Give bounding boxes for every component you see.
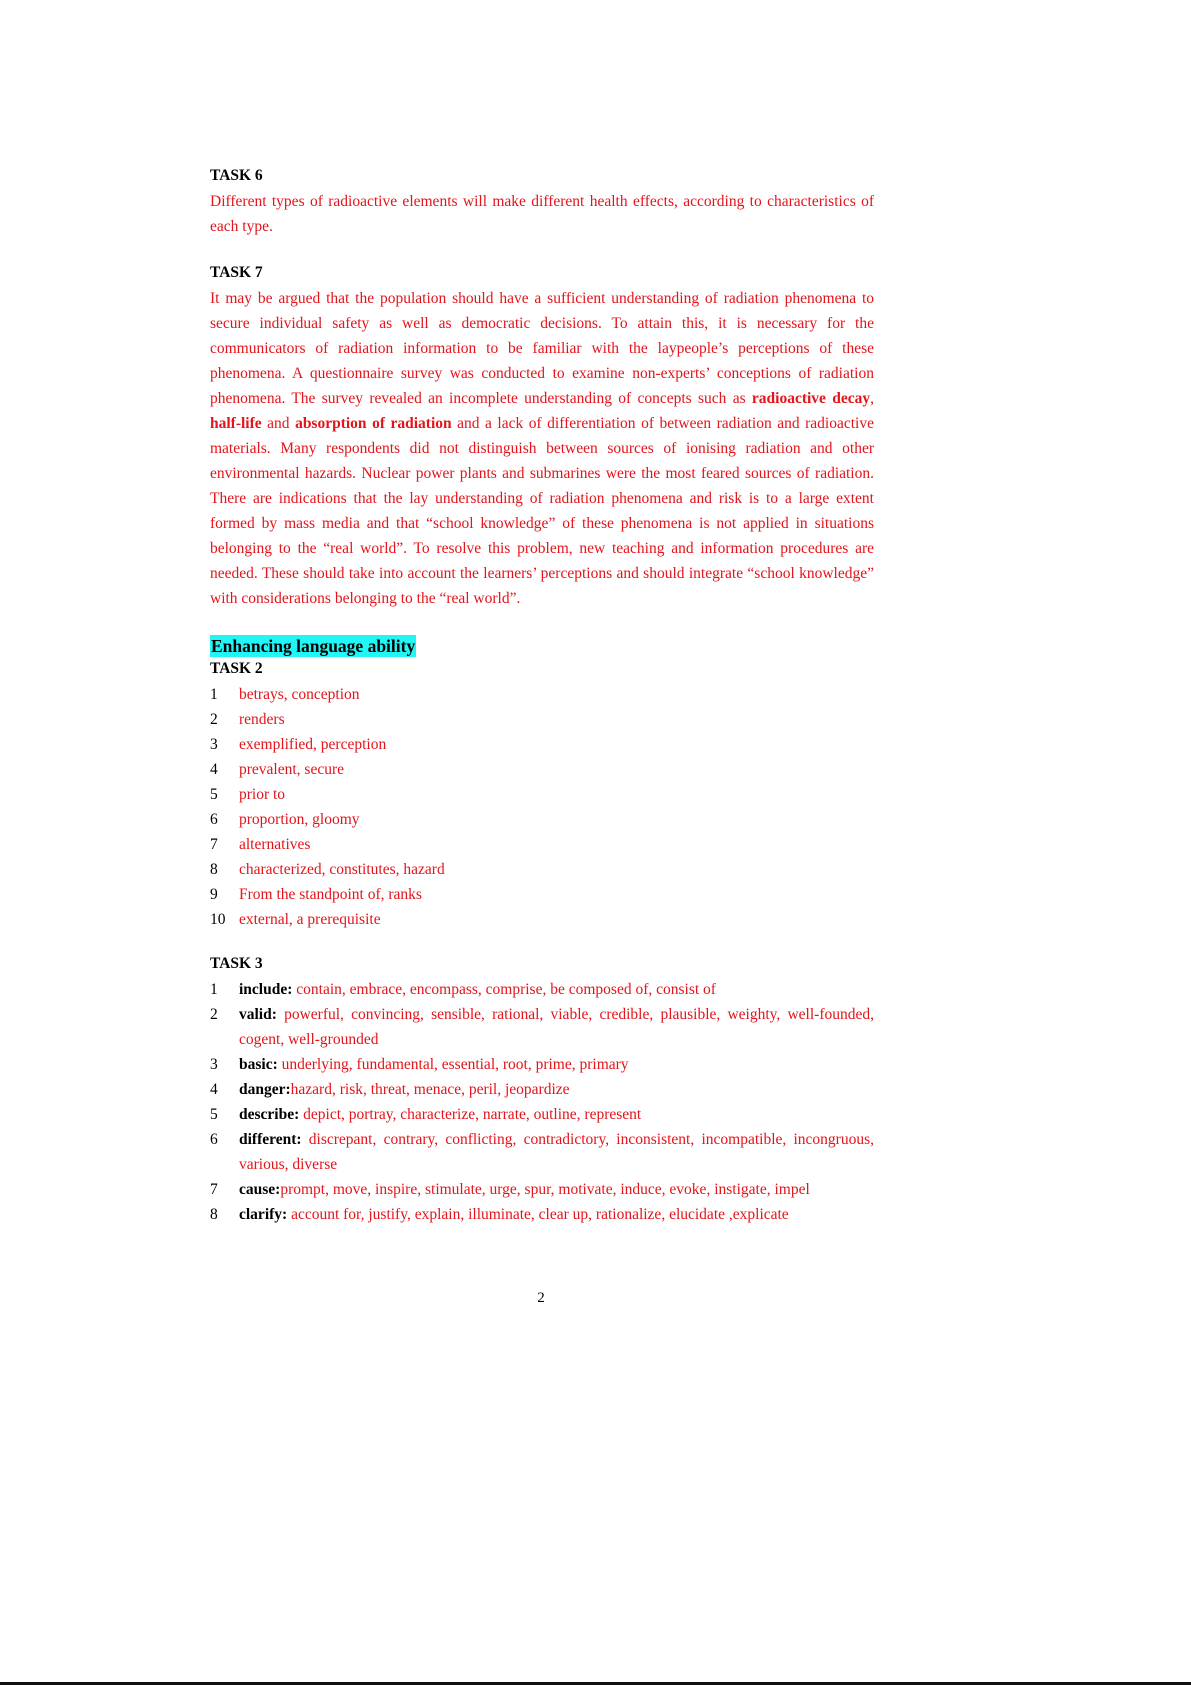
task3-synonym-list <box>210 977 874 1227</box>
item-synonyms: hazard, risk, threat, menace, peril, jeopardize <box>290 1081 570 1098</box>
item-body <box>239 1202 874 1227</box>
item-number: 7 <box>210 1181 218 1198</box>
list-item <box>210 882 874 907</box>
item-number: 4 <box>210 761 218 778</box>
item-keyword: basic: <box>239 1056 278 1073</box>
page-number: 2 <box>537 1290 545 1306</box>
item-body <box>239 977 874 1002</box>
item-number: 6 <box>210 1131 218 1148</box>
list-item <box>210 832 874 857</box>
task7-text-part2: and a lack of differentiation of between radiation and radioactive materials. Many respondents did not distinguish between sources of ionising radiation and other environmental hazards. Nuclear power plants and submarines were the most feared sources of radiation. There are indications that the lay understanding of radiation phenomena and risk is to a large extent formed by mass media and that “school knowledge” of these phenomena is not applied in situations belonging to the “real world”. To resolve this problem, new teaching and information procedures are needed. These should take into account the learners’ perceptions and should integrate “school knowledge” with considerations belonging to the “real world”. <box>210 415 874 607</box>
list-item <box>210 1102 874 1127</box>
item-number: 5 <box>210 1106 218 1123</box>
item-keyword: include: <box>239 981 293 998</box>
term-absorption-of-radiation: absorption of radiation <box>295 415 452 432</box>
item-answer: From the standpoint of, ranks <box>239 886 422 903</box>
list-item <box>210 1077 874 1102</box>
item-number: 2 <box>210 711 218 728</box>
task7-answer <box>210 286 874 611</box>
list-item <box>210 757 874 782</box>
item-number: 5 <box>210 786 218 803</box>
task2-heading: TASK 2 <box>210 660 263 677</box>
item-number: 4 <box>210 1081 218 1098</box>
list-item <box>210 732 874 757</box>
item-answer: exemplified, perception <box>239 736 387 753</box>
item-keyword: describe: <box>239 1106 300 1123</box>
item-keyword: cause: <box>239 1181 281 1198</box>
item-number: 3 <box>210 736 218 753</box>
list-item <box>210 907 874 932</box>
list-item <box>210 1052 874 1077</box>
item-number: 1 <box>210 981 218 998</box>
list-item <box>210 1177 874 1202</box>
item-number: 8 <box>210 1206 218 1223</box>
item-synonyms: powerful, convincing, sensible, rational, viable, credible, plausible, weighty, well-founded, cogent, well-grounded <box>239 1006 874 1048</box>
item-answer: alternatives <box>239 836 311 853</box>
item-number: 1 <box>210 686 218 703</box>
item-number: 8 <box>210 861 218 878</box>
item-body <box>239 1077 874 1102</box>
item-keyword: valid: <box>239 1006 277 1023</box>
item-synonyms: contain, embrace, encompass, comprise, be composed of, consist of <box>292 981 716 998</box>
item-body <box>239 1177 874 1202</box>
item-synonyms: discrepant, contrary, conflicting, contradictory, inconsistent, incompatible, incongruous, various, diverse <box>239 1131 874 1173</box>
item-synonyms: account for, justify, explain, illuminate, clear up, rationalize, elucidate ,explicate <box>287 1206 789 1223</box>
term-half-life: half-life <box>210 415 262 432</box>
item-keyword: different: <box>239 1131 302 1148</box>
section-title-enhancing-language-ability: Enhancing language ability <box>211 636 416 656</box>
list-item <box>210 1002 874 1052</box>
task2-answer-list <box>210 682 874 932</box>
list-item <box>210 707 874 732</box>
list-item <box>210 1202 874 1227</box>
list-item <box>210 977 874 1002</box>
task6-heading: TASK 6 <box>210 167 263 184</box>
task3-heading: TASK 3 <box>210 955 263 972</box>
task7-sep1: , <box>870 390 874 407</box>
task7-heading: TASK 7 <box>210 264 263 281</box>
item-answer: external, a prerequisite <box>239 911 381 928</box>
item-body <box>239 1002 874 1052</box>
item-body <box>239 1102 874 1127</box>
task7-text-part1: It may be argued that the population should have a sufficient understanding of radiation phenomena to secure individual safety as well as democratic decisions. To attain this, it is necessary for the communicators of radiation information to be familiar with the laypeople’s perceptions of these phenomena. A questionnaire survey was conducted to examine non-experts’ conceptions of radiation phenomena. The survey revealed an incomplete understanding of concepts such as <box>210 290 874 407</box>
item-number: 3 <box>210 1056 218 1073</box>
list-item <box>210 857 874 882</box>
item-number: 2 <box>210 1006 218 1023</box>
item-number: 7 <box>210 836 218 853</box>
list-item <box>210 807 874 832</box>
item-number: 9 <box>210 886 218 903</box>
item-answer: characterized, constitutes, hazard <box>239 861 445 878</box>
item-answer: renders <box>239 711 285 728</box>
item-number: 6 <box>210 811 218 828</box>
document-page <box>210 166 874 1227</box>
item-answer: proportion, gloomy <box>239 811 360 828</box>
task6-answer: Different types of radioactive elements will make different health effects, according to characteristics of each type. <box>210 193 874 235</box>
list-item <box>210 682 874 707</box>
item-body <box>239 1127 874 1177</box>
list-item <box>210 782 874 807</box>
item-body <box>239 1052 874 1077</box>
item-synonyms: underlying, fundamental, essential, root, prime, primary <box>277 1056 629 1073</box>
task7-sep2: and <box>261 415 296 432</box>
item-answer: prevalent, secure <box>239 761 344 778</box>
list-item <box>210 1127 874 1177</box>
item-keyword: danger: <box>239 1081 291 1098</box>
item-number: 10 <box>210 911 226 928</box>
item-synonyms: prompt, move, inspire, stimulate, urge, spur, motivate, induce, evoke, instigate, impel <box>280 1181 810 1198</box>
item-synonyms: depict, portray, characterize, narrate, outline, represent <box>299 1106 642 1123</box>
item-answer: prior to <box>239 786 286 803</box>
term-radioactive-decay: radioactive decay <box>751 390 871 407</box>
item-keyword: clarify: <box>239 1206 288 1223</box>
item-answer: betrays, conception <box>239 686 360 703</box>
